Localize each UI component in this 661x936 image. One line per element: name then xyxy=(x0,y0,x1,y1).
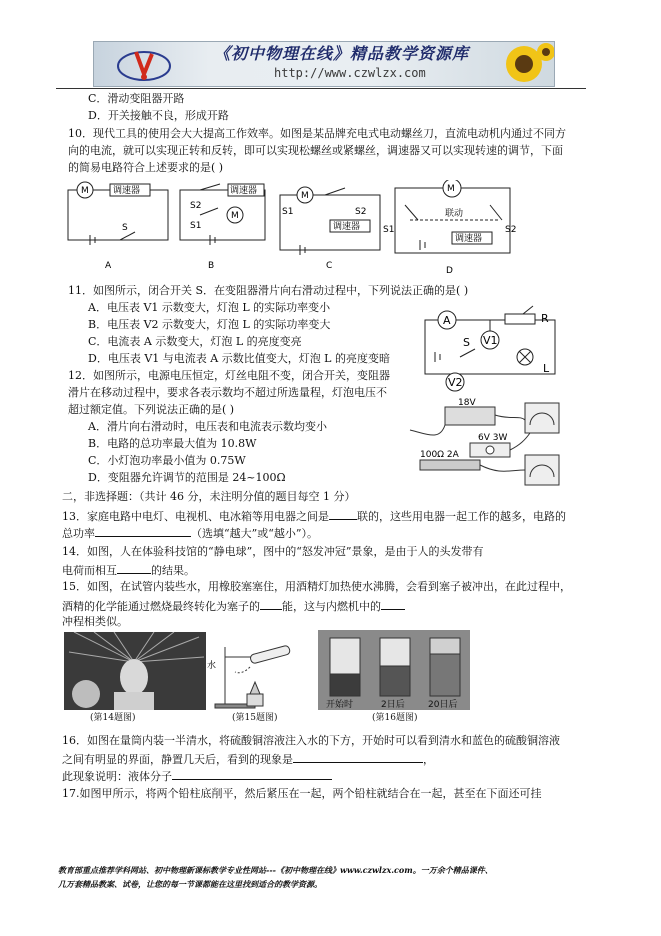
q10-circuit-c xyxy=(280,187,380,255)
fig16-20days-label: 20日后 xyxy=(428,700,458,710)
q10c-motor: M xyxy=(301,191,309,201)
q12-line1: 12．如图所示，电源电压恒定，灯丝电阻不变，闭合开关，变阻器 xyxy=(68,369,390,382)
fig14-caption: (第14题图) xyxy=(90,713,136,723)
fig15-diagram xyxy=(205,632,305,710)
q10d-s1: S1 xyxy=(383,225,395,235)
footer-line1: 教育部重点推荐学科网站、初中物理新课标教学专业性网站---《初中物理在线》www.czwlzx.com。一万余个精品课件、 xyxy=(58,865,493,875)
q16-line2: 之间有明显的界面，静置几天后，看到的现象是 ， xyxy=(62,753,434,766)
fig16-photo xyxy=(318,630,470,710)
q12-option-a: A．滑片向右滑动时，电压表和电流表示数均变小 xyxy=(88,420,327,433)
q12-lamp-label: 6V 3W xyxy=(478,433,508,443)
q10c-s2: S2 xyxy=(355,207,367,217)
header-banner xyxy=(93,41,555,87)
logo-icon xyxy=(114,44,174,84)
q11-v1: V1 xyxy=(483,334,498,347)
fig16-caption: (第16题图) xyxy=(372,713,418,723)
q9-option-c: C．滑动变阻器开路 xyxy=(88,92,185,105)
fig15-water-label: 水 xyxy=(207,661,217,671)
q10d-s2: S2 xyxy=(505,225,517,235)
q10-label-a: A xyxy=(105,261,112,271)
section-2-heading: 二，非选择题：（共计 46 分，未注明分值的题目每空 1 分） xyxy=(62,490,356,503)
fig15-caption: (第15题图) xyxy=(232,713,278,723)
banner-title: 《初中物理在线》精品教学资源库 xyxy=(214,44,470,63)
q13-line2: 总功率 （选填“越大”或“越小”）。 xyxy=(62,527,318,540)
q11-l: L xyxy=(543,362,550,375)
q11-s: S xyxy=(463,336,470,349)
q12-line2: 滑片在移动过程中，要求各表示数均不超过所选量程，灯泡电压不 xyxy=(68,386,387,399)
q10-line1: 10．现代工具的使用会大大提高工作效率。如图是某品牌充电式电动螺丝刀，直流电动机内通过不同方 xyxy=(68,127,566,140)
q10b-s2: S2 xyxy=(190,201,202,211)
q11-circuit-figure xyxy=(405,302,580,394)
q10b-controller: 调速器 xyxy=(230,186,258,196)
q10d-controller: 调速器 xyxy=(455,234,483,244)
header-rule xyxy=(56,88,586,89)
q15-line2: 酒精的化学能通过燃烧最终转化为塞子的 能，这与内燃机中的 xyxy=(62,599,405,612)
q12-battery-label: 18V xyxy=(458,398,476,408)
q17-line1: 17.如图甲所示，将两个铅柱底削平，然后紧压在一起，两个铅柱就结合在一起，甚至在下面还可挂 xyxy=(62,787,542,800)
q11-ammeter: A xyxy=(443,314,451,327)
q10a-motor: M xyxy=(81,186,89,196)
q15-line3: 冲程相类似。 xyxy=(62,615,128,628)
q12-option-c: C．小灯泡功率最小值为 0.75W xyxy=(88,454,246,467)
q11-option-a: A．电压表 V1 示数变大，灯泡 L 的实际功率变小 xyxy=(88,301,331,314)
q14-line2: 电荷而相互 的结果。 xyxy=(62,564,195,577)
q10b-s1: S1 xyxy=(190,221,202,231)
q11-r: R xyxy=(541,312,549,325)
q10c-s1: S1 xyxy=(282,207,294,217)
q12-line3: 超过额定值。下列说法正确的是( ) xyxy=(68,403,235,416)
fig16-start-label: 开始时 xyxy=(326,700,354,710)
q10-circuit-figure xyxy=(60,180,530,275)
q10-line3: 的简易电路符合上述要求的是( ) xyxy=(68,161,224,174)
q12-option-d: D．变阻器允许调节的范围是 24~100Ω xyxy=(88,471,286,484)
q10-label-d: D xyxy=(446,266,453,275)
q10-label-c: C xyxy=(326,261,333,271)
q13-line1: 13．家庭电路中电灯、电视机、电冰箱等用电器之间是 联的，这些用电器一起工作的越多，电路的 xyxy=(62,510,566,523)
q12-rheostat-label: 100Ω 2A xyxy=(420,450,459,460)
q15-line1: 15．如图，在试管内装些水，用橡胶塞塞住，用酒精灯加热使水沸腾，会看到塞子被冲出，在此过程中， xyxy=(62,580,571,593)
footer-line2: 几万套精品教案、试卷，让您的每一节课都能在这里找到适合的教学资源。 xyxy=(58,879,322,889)
q10d-motor: M xyxy=(447,184,455,194)
banner-url: http://www.czwlzx.com xyxy=(274,66,426,80)
q14-line1: 14．如图，人在体验科技馆的“静电球”，图中的“怒发冲冠”景象，是由于人的头发带有 xyxy=(62,545,484,558)
q16-line1: 16．如图在量筒内装一半清水，将硫酸铜溶液注入水的下方，开始时可以看到清水和蓝色的硫酸铜溶液 xyxy=(62,734,560,747)
q16-line3: 此现象说明：液体分子 xyxy=(62,769,332,782)
q10a-switch: S xyxy=(122,223,128,233)
q10-line2: 向的电流，就可以实现正转和反转，即可以实现松螺丝或紧螺丝，调速器又可以实现转速的调节，下面 xyxy=(68,144,563,157)
q10a-controller: 调速器 xyxy=(113,186,141,196)
q11-option-d: D．电压表 V1 与电流表 A 示数比值变大，灯泡 L 的亮度变暗 xyxy=(88,352,390,365)
q12-apparatus-figure xyxy=(400,395,580,495)
fig16-2days-label: 2日后 xyxy=(381,700,405,710)
q11-option-c: C．电流表 A 示数变大，灯泡 L 的亮度变亮 xyxy=(88,335,302,348)
q9-option-d: D．开关接触不良，形成开路 xyxy=(88,109,229,122)
q10c-controller: 调速器 xyxy=(333,222,361,232)
sunflower-icon xyxy=(494,42,554,86)
q11-stem: 11．如图所示，闭合开关 S．在变阻器滑片向右滑动过程中，下列说法正确的是( ) xyxy=(68,284,469,297)
q12-option-b: B．电路的总功率最大值为 10.8W xyxy=(88,437,257,450)
q10-label-b: B xyxy=(208,261,215,271)
q11-option-b: B．电压表 V2 示数变大，灯泡 L 的实际功率变大 xyxy=(88,318,331,331)
q11-v2: V2 xyxy=(448,376,463,389)
q10b-motor: M xyxy=(231,211,239,221)
q10d-linked: 联动 xyxy=(445,209,464,219)
fig14-photo xyxy=(64,632,206,710)
